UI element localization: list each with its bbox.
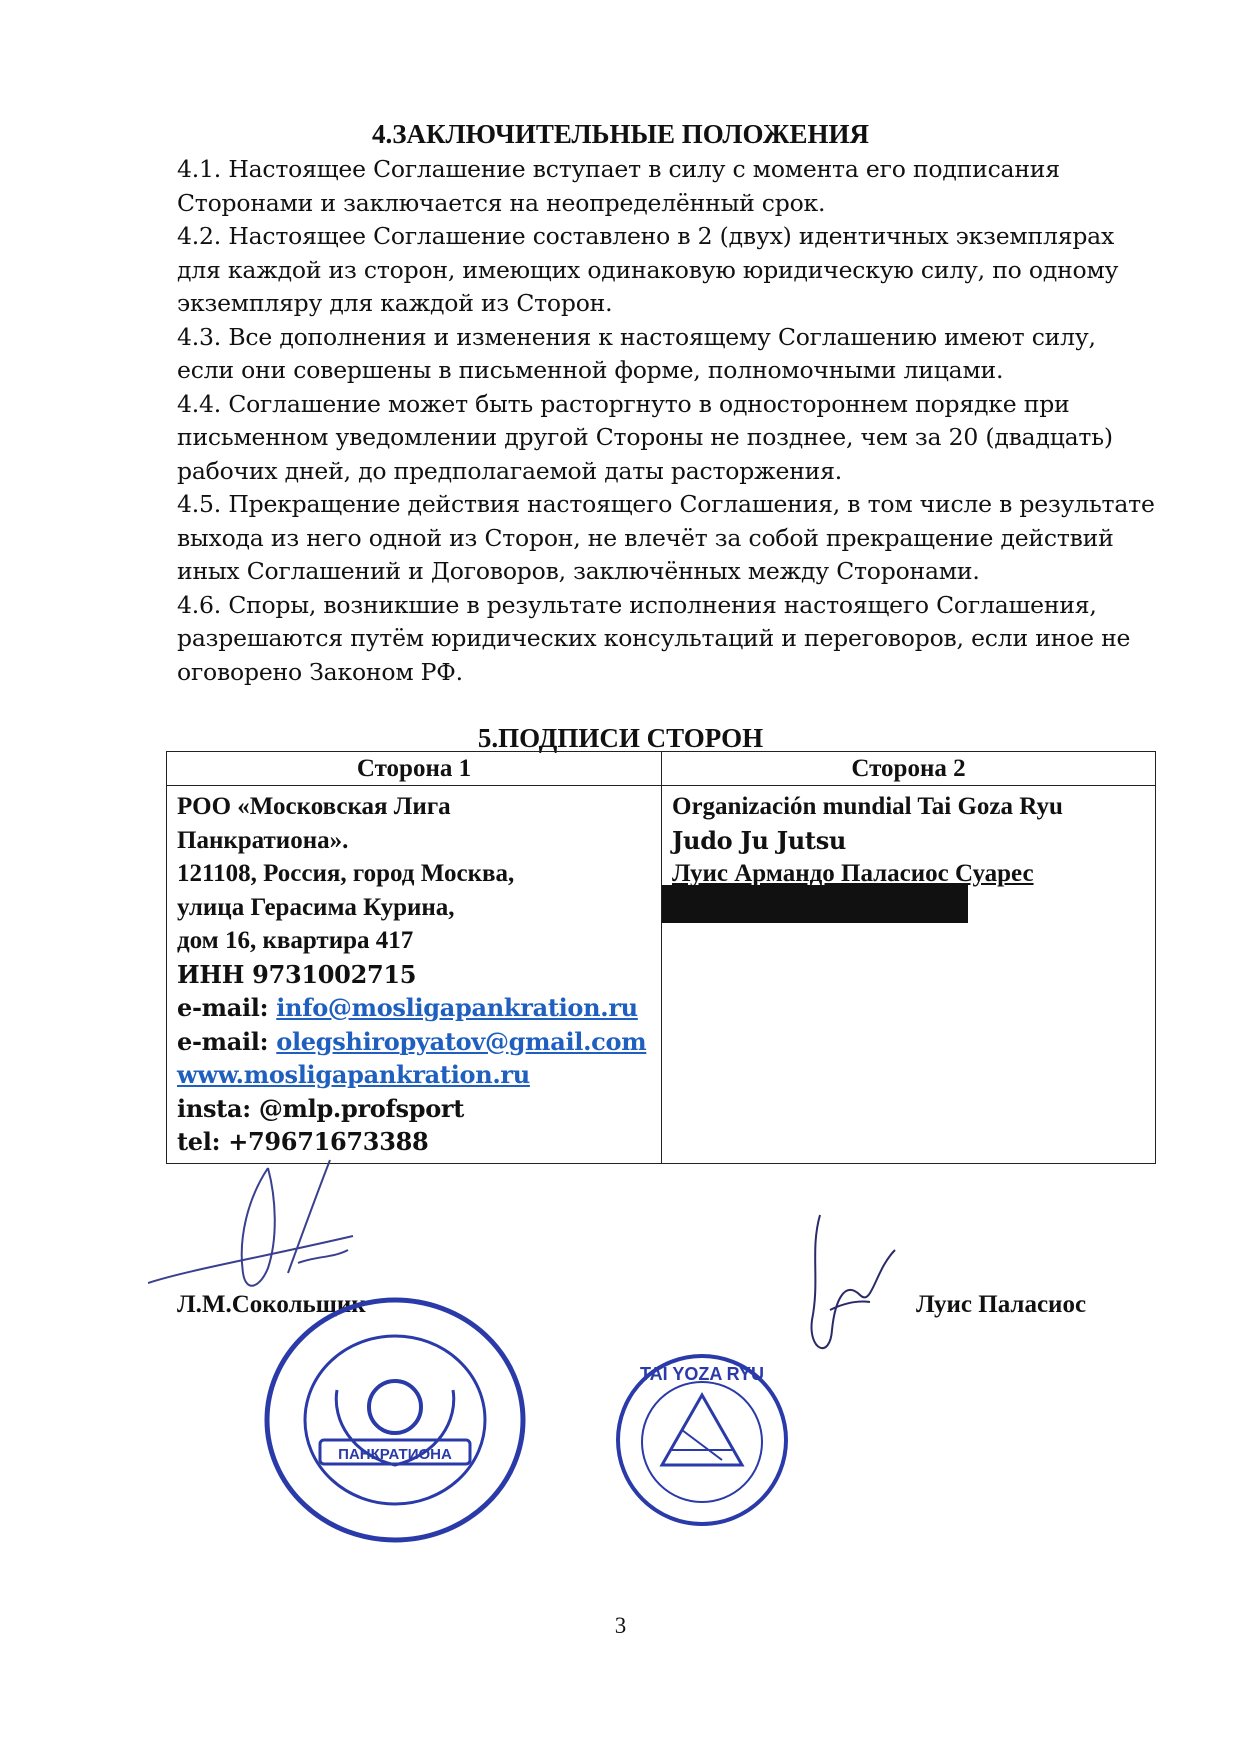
party2-org-line: Judo Ju Jutsu <box>672 825 847 855</box>
clause-line: 4.2. Настоящее Соглашение составлено в 2 (двух) идентичных экземплярах <box>177 222 1115 250</box>
clause-line: 4.6. Споры, возникшие в результате исполнения настоящего Соглашения, <box>177 590 1097 619</box>
party2-org-line: Organización mundial Tai Goza Ryu <box>672 793 1063 820</box>
signatures-table <box>166 751 1156 1164</box>
party1-address-line: улица Герасима Курина, <box>177 893 455 921</box>
stamp-1-seal <box>262 1295 528 1545</box>
party1-inn: ИНН 9731002715 <box>177 959 417 989</box>
party1-org-line: РОО «Московская Лига <box>177 793 451 820</box>
party1-email-row <box>177 991 661 1025</box>
email-link[interactable]: info@mosligapankration.ru <box>276 993 638 1022</box>
signature-2-image <box>800 1210 910 1370</box>
party2-header: Сторона 2 <box>662 752 1156 786</box>
party1-email-row <box>177 1025 661 1059</box>
section-4-title: 4.ЗАКЛЮЧИТЕЛЬНЫЕ ПОЛОЖЕНИЯ <box>371 119 870 149</box>
party1-tel: tel: +79671673388 <box>177 1127 429 1156</box>
stamp-2-seal <box>612 1350 792 1530</box>
party1-address-line: дом 16, квартира 417 <box>177 927 414 954</box>
clause-line: 4.4. Соглашение может быть расторгнуто в одностороннем порядке при <box>177 389 1070 418</box>
clause-line: письменном уведомлении другой Стороны не позднее, чем за 20 (двадцать) <box>177 423 1113 451</box>
clause-line: иных Соглашений и Договоров, заключённых между Сторонами. <box>177 557 980 585</box>
email-label: e-mail: <box>177 993 277 1022</box>
clause-line: для каждой из сторон, имеющих одинаковую юридическую силу, по одному <box>177 255 1119 284</box>
email-link[interactable]: olegshiropyatov@gmail.com <box>276 1026 647 1056</box>
clause-line: Сторонами и заключается на неопределённый срок. <box>177 188 826 217</box>
party1-cell <box>167 786 662 1164</box>
email-label: e-mail: <box>177 1026 277 1056</box>
clause-line: 4.3. Все дополнения и изменения к настоящему Соглашению имеют силу, <box>177 322 1096 351</box>
section-4-clauses <box>177 153 1177 689</box>
clause-line: если они совершены в письменной форме, полномочными лицами. <box>177 356 1004 384</box>
party1-org-line: Панкратиона». <box>177 826 349 854</box>
clause-line: разрешаются путём юридических консультаций и переговоров, если иное не <box>177 624 1131 652</box>
party1-address-line: 121108, Россия, город Москва, <box>177 860 515 887</box>
page-number: 3 <box>614 1613 627 1638</box>
stamp-1-band-text: ПАНКРАТИОНА <box>338 1446 452 1463</box>
stamp-2-ring-text: TAI YOZA RYU <box>639 1364 765 1384</box>
party1-insta: insta: @mlp.profsport <box>177 1093 465 1123</box>
party1-header: Сторона 1 <box>167 752 662 786</box>
clause-line: выхода из него одной из Сторон, не влечёт за собой прекращение действий <box>177 523 1114 552</box>
clause-line: 4.5. Прекращение действия настоящего Соглашения, в том числе в результате <box>177 490 1155 518</box>
clause-line: оговорено Законом РФ. <box>177 657 463 686</box>
signer-1-name: Л.М.Сокольщик <box>177 1291 366 1318</box>
clause-line: рабочих дней, до предполагаемой даты расторжения. <box>177 456 843 485</box>
clause-line: экземпляру для каждой из Сторон. <box>177 289 613 317</box>
party2-person: Луис Армандо Паласиос Суарес <box>672 860 1034 887</box>
signer-2-name: Луис Паласиос <box>916 1291 1087 1318</box>
section-5-title: 5.ПОДПИСИ СТОРОН <box>477 723 764 753</box>
signature-1-image <box>148 1158 368 1308</box>
party2-cell <box>662 786 1156 1164</box>
clause-line: 4.1. Настоящее Соглашение вступает в силу с момента его подписания <box>177 155 1060 183</box>
website-link[interactable]: www.mosligapankration.ru <box>177 1060 530 1089</box>
